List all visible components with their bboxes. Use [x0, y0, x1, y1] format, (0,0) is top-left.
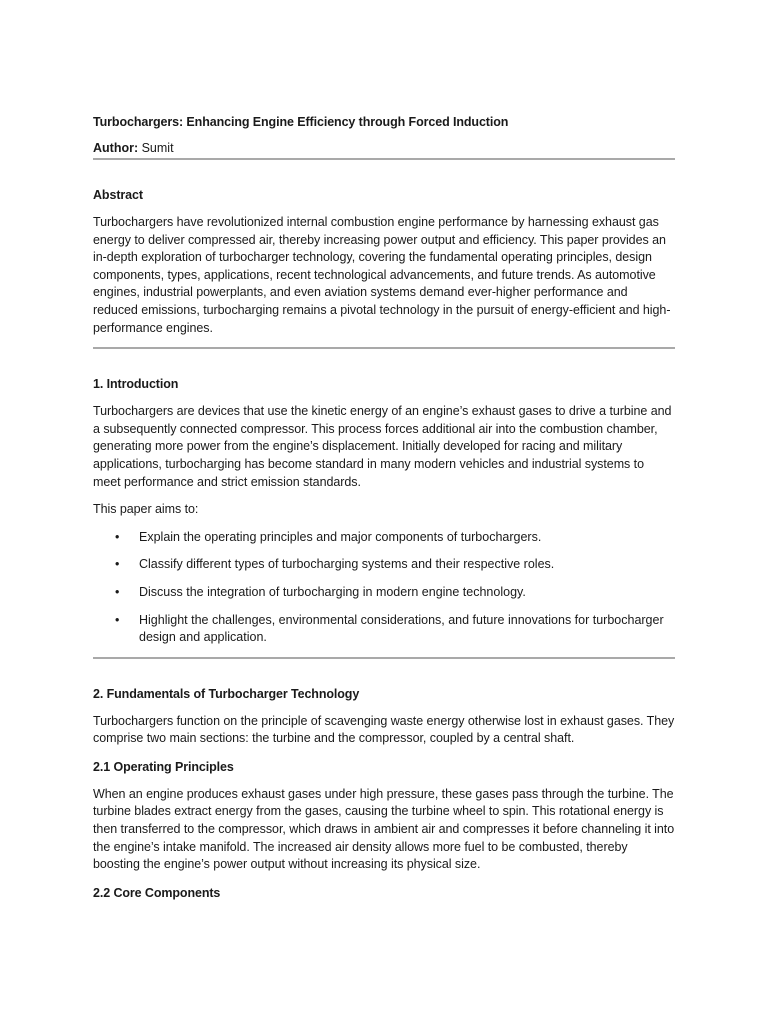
aims-item-text: Highlight the challenges, environmental considerations, and future innovations for turbocharger design and application.: [139, 612, 664, 645]
bullet-icon: •: [115, 612, 120, 627]
bullet-icon: •: [115, 584, 120, 599]
divider: [93, 347, 675, 349]
aims-list-item: [93, 529, 675, 547]
aims-list-item: [93, 556, 675, 574]
operating-principles-text: When an engine produces exhaust gases under high pressure, these gases pass through the turbine. The turbine blades extract energy from the gases, causing the turbine wheel to spin. This rotational energy is then transferred to the compressor, which draws in ambient air and compresses it before channeling it into the engine’s intake manifold. The increased air density allows more fuel to be combusted, thereby boosting the engine’s power output without increasing its physical size.: [93, 786, 675, 872]
author-line: [93, 139, 675, 157]
divider: [93, 158, 675, 160]
bullet-icon: •: [115, 557, 120, 572]
aims-item-text: Classify different types of turbocharging systems and their respective roles.: [139, 557, 555, 572]
aims-item-text: Explain the operating principles and major components of turbochargers.: [139, 529, 542, 544]
aims-list-item: [93, 584, 675, 602]
divider: [93, 657, 675, 659]
fundamentals-text: Turbochargers function on the principle of scavenging waste energy otherwise lost in exhaust gases. They comprise two main sections: the turbine and the compressor, coupled by a central shaft.: [93, 713, 675, 746]
abstract-text: Turbochargers have revolutionized internal combustion engine performance by harnessing exhaust gas energy to deliver compressed air, thereby increasing power output and efficiency. This paper provides an in-depth exploration of turbocharger technology, covering the fundamental operating principles, design components, types, applications, recent technological advancements, and future trends. As automotive engines, industrial powerplants, and even aviation systems demand ever-higher performance and reduced emissions, turbocharging remains a pivotal technology in the pursuit of energy-efficient and high-performance engines.: [93, 215, 671, 335]
aims-list-item: [93, 612, 675, 647]
abstract-heading: Abstract: [93, 188, 143, 202]
aims-item-text: Discuss the integration of turbocharging in modern engine technology.: [139, 584, 526, 599]
author-label: Author:: [93, 141, 139, 155]
introduction-heading: 1. Introduction: [93, 377, 179, 392]
author-name: Sumit: [138, 141, 174, 155]
fundamentals-heading: 2. Fundamentals of Turbocharger Technology: [93, 686, 360, 701]
aims-lead-text: This paper aims to:: [93, 502, 199, 517]
aims-list: [93, 529, 675, 647]
bullet-icon: •: [115, 529, 120, 544]
core-components-heading: 2.2 Core Components: [93, 885, 221, 900]
operating-principles-heading: 2.1 Operating Principles: [93, 759, 234, 774]
document-title: Turbochargers: Enhancing Engine Efficiency through Forced Induction: [93, 115, 509, 129]
introduction-text: Turbochargers are devices that use the kinetic energy of an engine’s exhaust gases to drive a turbine and a subsequently connected compressor. This process forces additional air into the combustion chamber, generating more power from the engine’s displacement. Initially developed for racing and military applications, turbocharging has become standard in many modern vehicles and industrial systems to meet performance and strict emission standards.: [93, 404, 672, 489]
